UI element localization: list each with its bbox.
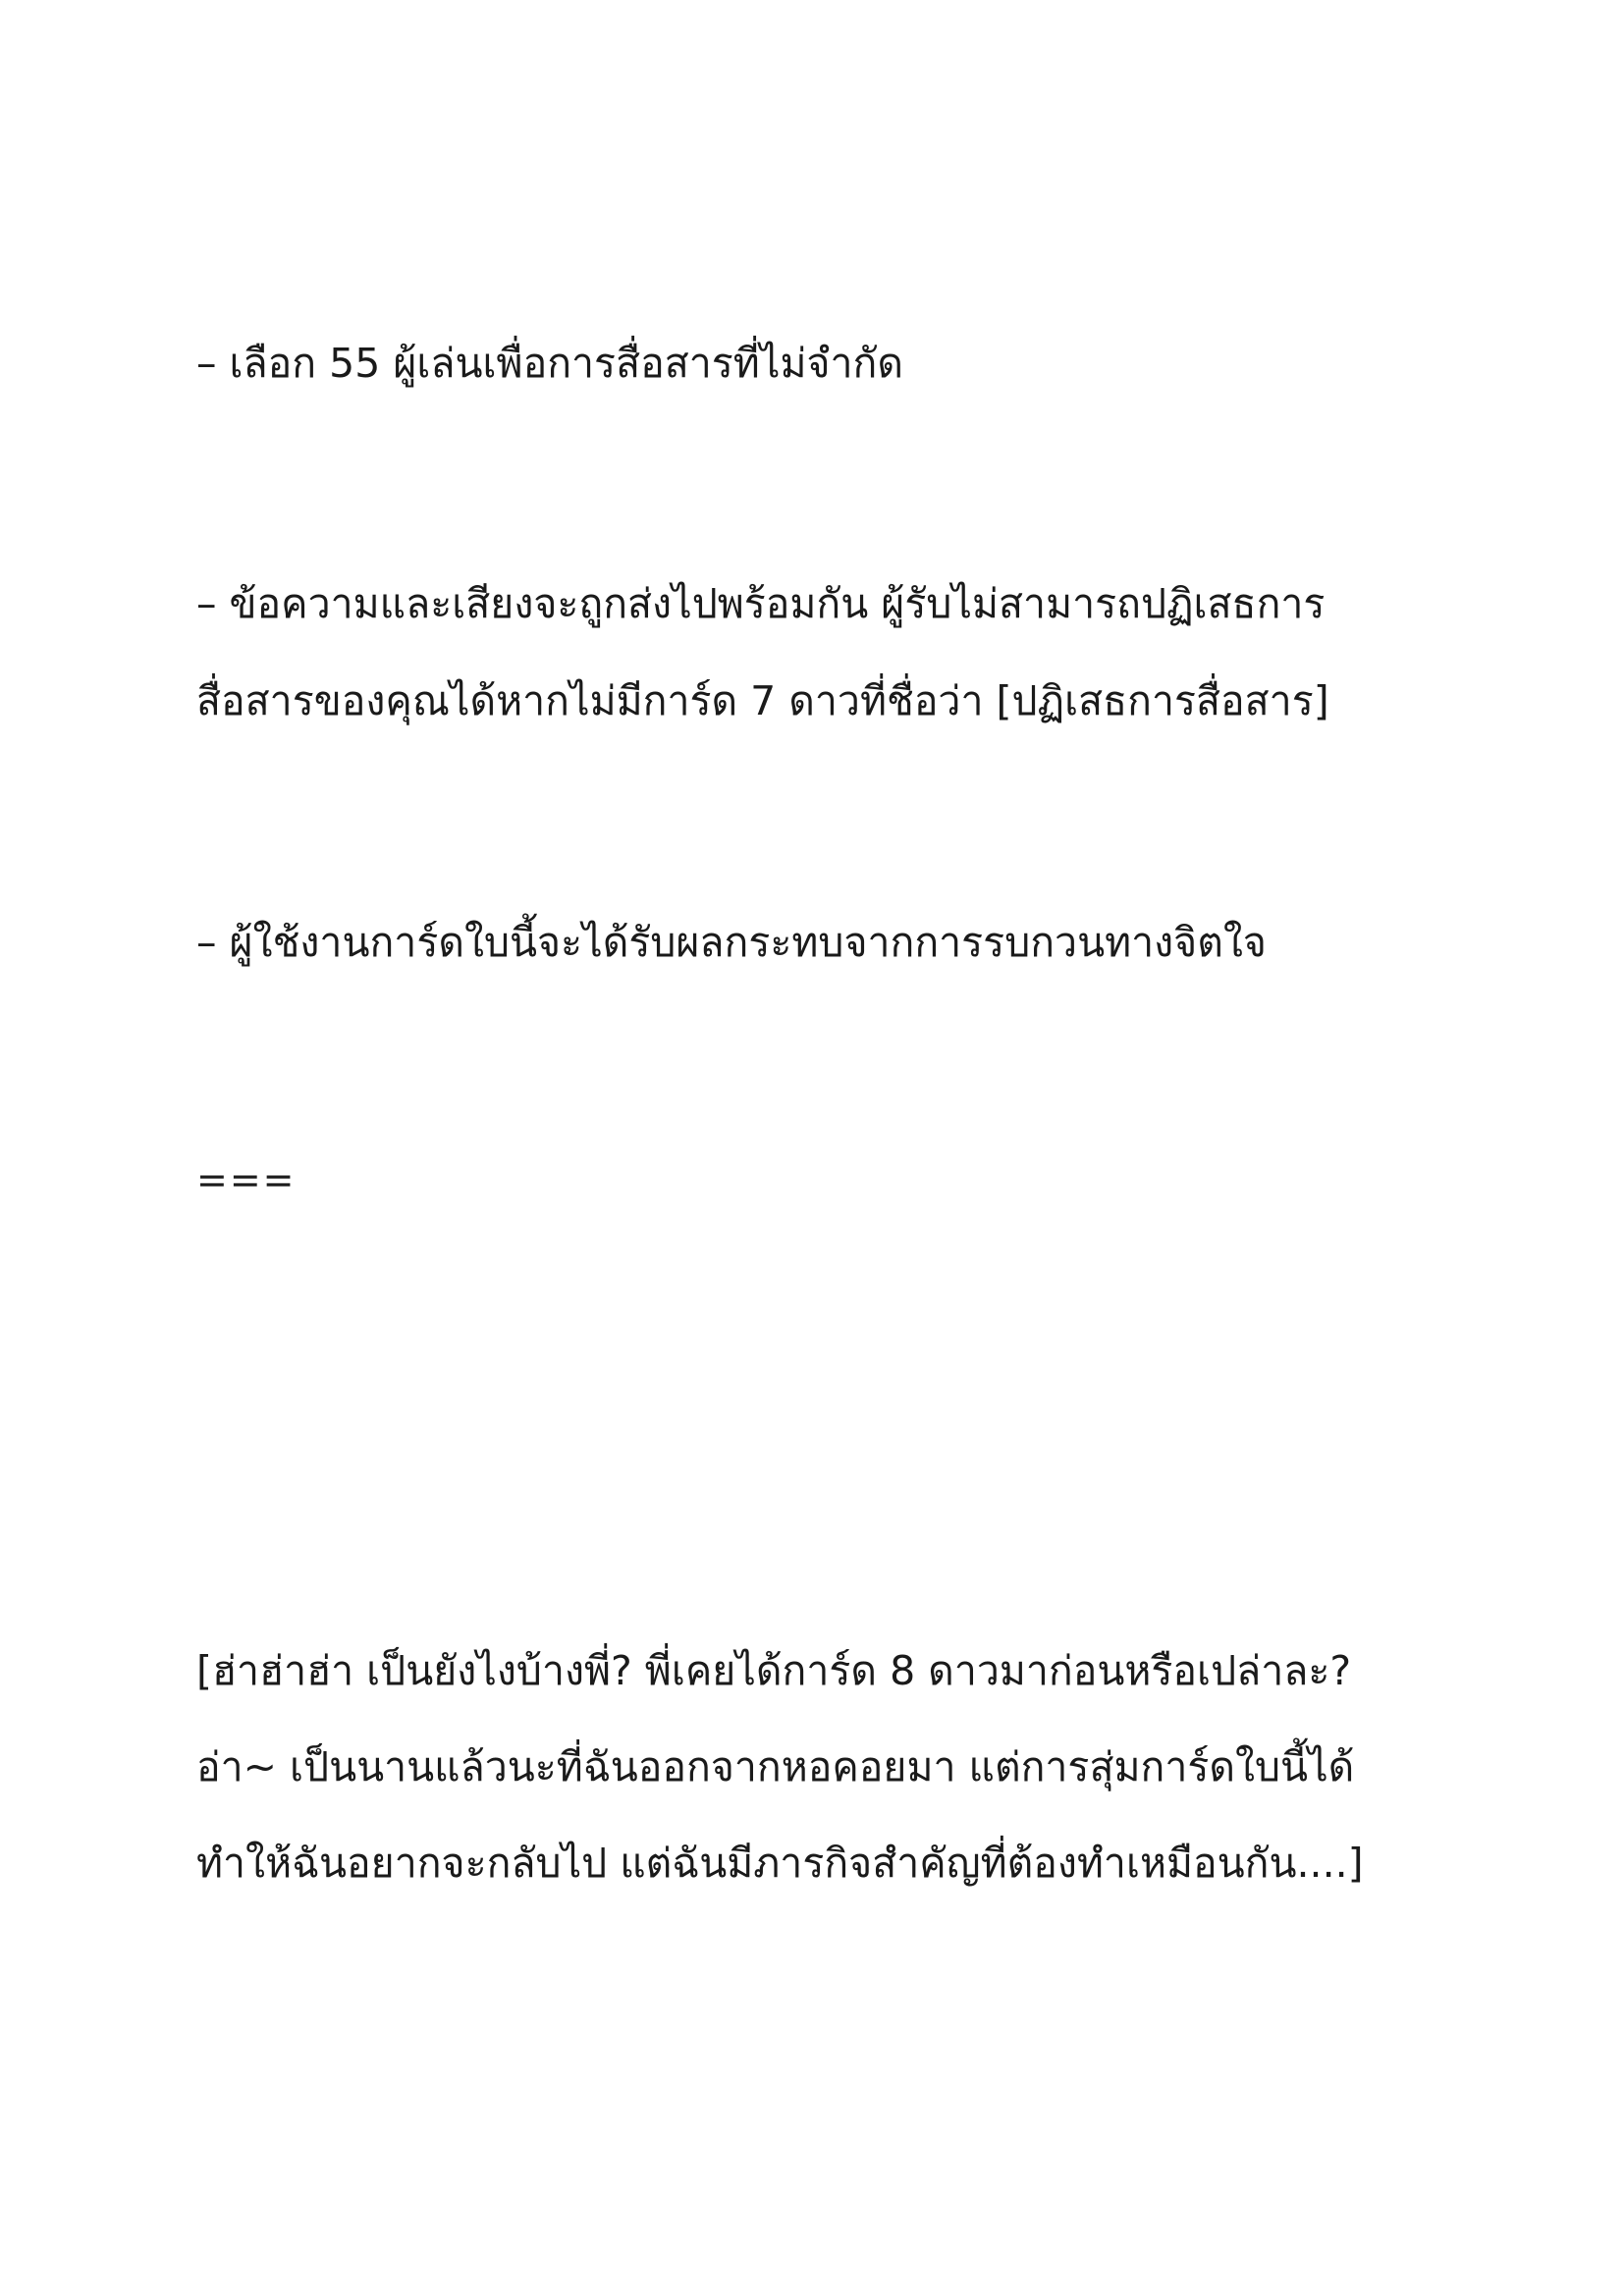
bullet-unlimited-communication: – เลือก 55 ผู้เล่นเพื่อการสื่อสารที่ไม่จำกัด <box>196 340 903 387</box>
quote-line-1: [ฮ่าฮ่าฮ่า เป็นยังไงบ้างพี่? พี่เคยได้การ์ด 8 ดาวมาก่อนหรือเปล่าละ? <box>196 1647 1352 1694</box>
bullet-mental-interference: – ผู้ใช้งานการ์ดใบนี้จะได้รับผลกระทบจากการรบกวนทางจิตใจ <box>196 919 1267 966</box>
bullet-message-voice-line-2: สื่อสารของคุณได้หากไม่มีการ์ด 7 ดาวที่ชื่อว่า [ปฏิเสธการสื่อสาร] <box>196 677 1329 724</box>
quote-line-2: อ่า~ เป็นนานแล้วนะที่ฉันออกจากหอคอยมา แต่การสุ่มการ์ดใบนี้ได้ <box>196 1743 1355 1790</box>
quote-line-3: ทำให้ฉันอยากจะกลับไป แต่ฉันมีภารกิจสำคัญที่ต้องทำเหมือนกัน....] <box>196 1840 1364 1887</box>
section-separator: === <box>196 1158 297 1201</box>
bullet-message-voice-line-1: – ข้อความและเสียงจะถูกส่งไปพร้อมกัน ผู้รับไม่สามารถปฏิเสธการ <box>196 580 1326 627</box>
